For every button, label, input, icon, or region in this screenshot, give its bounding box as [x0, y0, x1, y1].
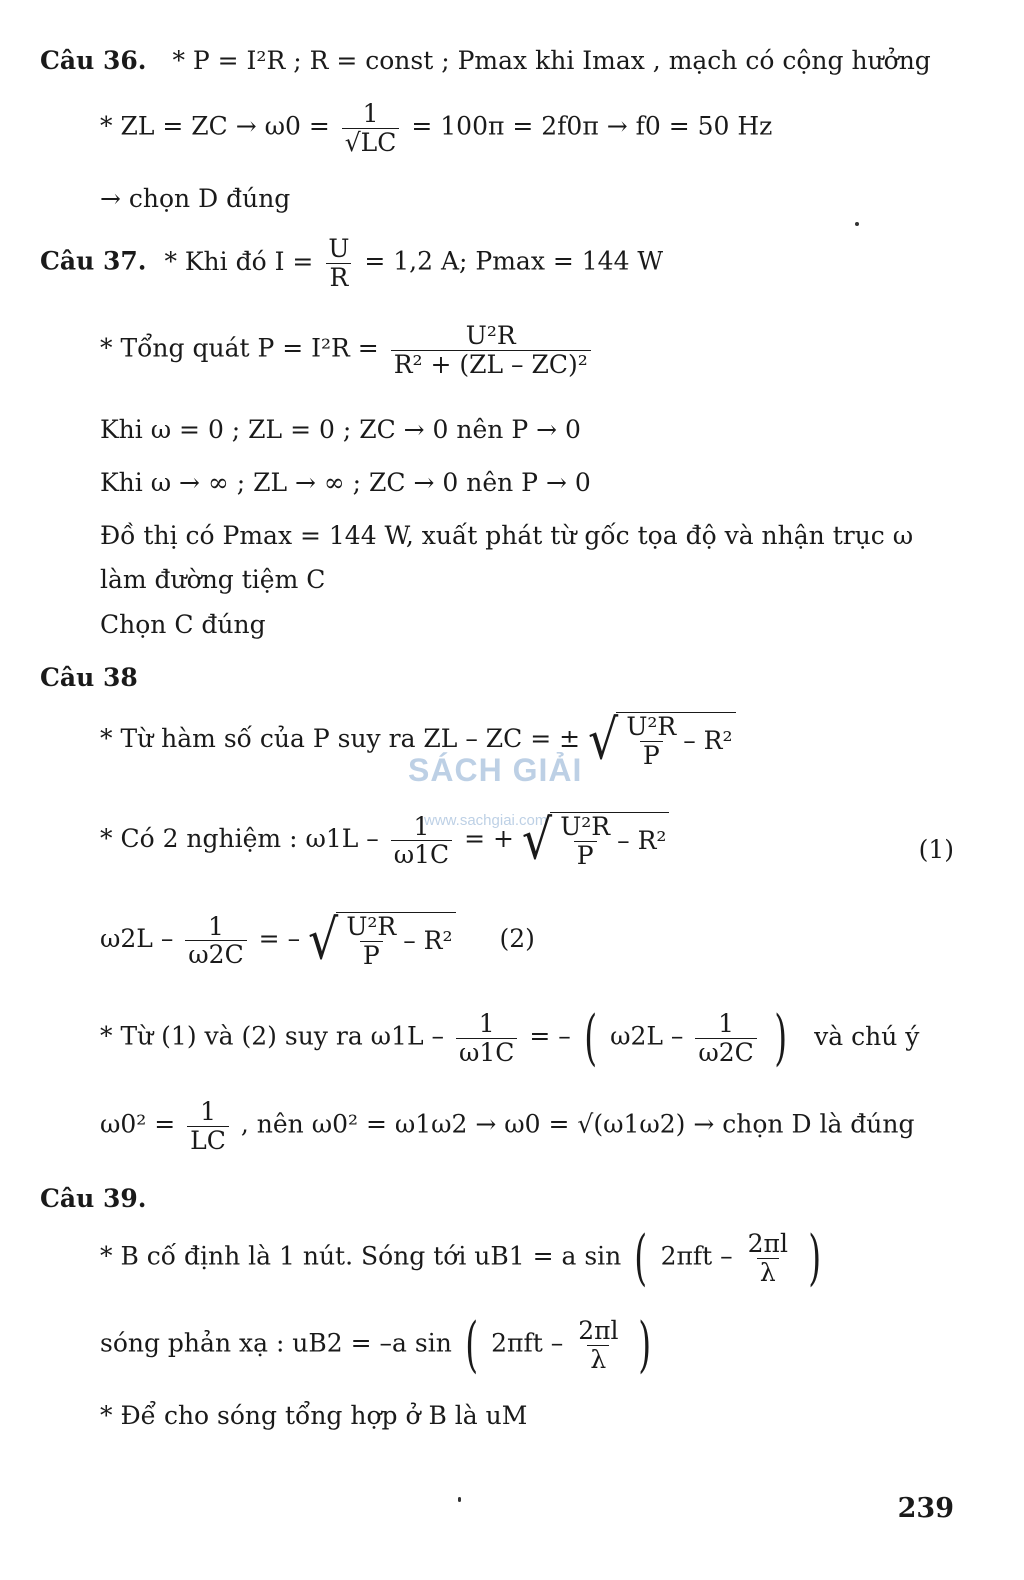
q39-arg2-num: 2πl	[578, 1316, 619, 1345]
q38-line1-left: * Từ hàm số của P suy ra ZL – ZC = ±	[100, 724, 581, 753]
q38-line4-right: và chú ý	[814, 1021, 920, 1051]
q38-line4-mid: = –	[529, 1021, 571, 1051]
q37-line1	[40, 235, 663, 291]
q39-arg-2: 2πft –	[491, 1328, 564, 1358]
q38-line4: * Từ (1) và (2) suy ra ω1L – $\frac{1}{\omega 1C}$ = – ( ω2L – $\frac{1}{\omega 2C}$ ) và chú ý	[100, 1003, 920, 1073]
q38-radical: √ $\frac{\text{U²R}}{P}$ – R²	[588, 712, 736, 769]
q38-line4-inner: ω2L –	[610, 1021, 684, 1051]
speck-2	[458, 1497, 461, 1502]
q39-arg-num: 2πl	[747, 1229, 788, 1258]
q37-general-left: * Tổng quát P = I²R =	[100, 333, 379, 363]
q37-general-den: R² + (ZL – ZC)²	[391, 350, 591, 379]
q38-label: Câu 38	[40, 663, 138, 692]
q38-rad-den: P	[640, 741, 663, 770]
page-number: 239	[897, 1493, 954, 1524]
q38-line4-frac2-den: ω2C	[695, 1038, 756, 1067]
q38-w2-den: ω2C	[185, 940, 246, 969]
q38-rad3-num: U²R	[346, 912, 397, 941]
q38-rad2-tail: – R²	[617, 825, 667, 855]
q38-line4-frac2	[695, 1010, 756, 1066]
q37-line-w0: Khi ω = 0 ; ZL = 0 ; ZC → 0 nên P → 0	[100, 415, 581, 444]
q36-eq-left: * ZL = ZC → ω0 =	[100, 111, 330, 141]
q38-w1-num: 1	[413, 811, 430, 841]
q36-line3: → chọn D đúng	[100, 184, 291, 213]
q38-rad-tail: – R²	[683, 725, 733, 755]
q39-arg-fraction	[745, 1230, 791, 1286]
q39-line2-left: sóng phản xạ : uB2 = –a sin	[100, 1328, 452, 1358]
q36-line1	[40, 47, 931, 76]
q39-arg: 2πft –	[660, 1241, 733, 1271]
q38-line4-frac1-den: ω1C	[456, 1038, 517, 1067]
q38-radical-2: √ $\frac{\text{U²R}}{P}$ – R²	[522, 812, 670, 869]
q36-text: * P = I²R ; R = const ; Pmax khi Imax , mạch có cộng hưởng	[172, 46, 931, 75]
q36-frac-den: √LC	[342, 128, 400, 157]
q37-graph-line1: Đồ thị có Pmax = 144 W, xuất phát từ gốc tọa độ và nhận trục ω	[100, 521, 914, 550]
q37-graph-line2: làm đường tiệm C	[100, 565, 326, 594]
q36-frac-num: 1	[362, 99, 379, 128]
q38-line4-frac1-num: 1	[478, 1009, 495, 1038]
q38-rad3-tail: – R²	[403, 925, 453, 955]
q37-fraction	[325, 235, 352, 291]
q37-general	[100, 322, 595, 378]
q38-line3	[100, 908, 535, 972]
watermark-url: www.sachgiai.com	[424, 812, 548, 829]
q39-arg2-den: λ	[587, 1345, 609, 1374]
q38-rad-num: U²R	[626, 712, 677, 741]
q37-general-num: U²R	[465, 321, 516, 350]
watermark-brand: SÁCH GIẢI	[408, 752, 583, 788]
q38-line4-frac2-num: 1	[718, 1009, 735, 1038]
q38-line4-frac1	[456, 1010, 517, 1066]
q38-line4-left: * Từ (1) và (2) suy ra ω1L –	[100, 1021, 445, 1051]
q37-line-winf: Khi ω → ∞ ; ZL → ∞ ; ZC → 0 nên P → 0	[100, 468, 591, 497]
q38-rad2-fraction	[557, 813, 613, 869]
q38-line2	[100, 808, 669, 872]
q38-line5	[100, 1098, 915, 1154]
q38-line2-left: * Có 2 nghiệm : ω1L –	[100, 824, 379, 853]
q38-lc-den: LC	[187, 1126, 229, 1155]
q38-eq1: (1)	[918, 835, 954, 864]
q39-line1-left: * B cố định là 1 nút. Sóng tới uB1 = a sin	[100, 1241, 622, 1271]
q39-label: Câu 39.	[40, 1184, 147, 1213]
q37-eq-left: * Khi đó I =	[164, 246, 314, 276]
q38-eq2: (2)	[499, 924, 535, 953]
q38-w2-num: 1	[208, 911, 224, 941]
q38-line5-left: ω0² =	[100, 1109, 176, 1139]
q39-line3: * Để cho sóng tổng hợp ở B là uM	[100, 1401, 528, 1430]
q38-radical-3: √ $\frac{\text{U²R}}{P}$ – R²	[308, 912, 456, 969]
q38-w2-fraction	[185, 913, 246, 969]
speck	[855, 222, 859, 226]
q39-arg-den: λ	[757, 1258, 779, 1287]
q37-label: Câu 37.	[40, 246, 147, 276]
q39-arg2-fraction	[575, 1317, 621, 1373]
q38-rad2-den: P	[574, 841, 597, 870]
q38-rad3-den: P	[360, 941, 383, 970]
q36-line2	[100, 100, 772, 156]
q38-line2-mid: = +	[464, 824, 514, 853]
q38-lc-fraction	[187, 1098, 229, 1154]
q36-label: Câu 36.	[40, 46, 147, 75]
q38-lc-num: 1	[200, 1097, 216, 1126]
q36-eq-right: = 100π = 2f0π → f0 = 50 Hz	[411, 111, 773, 141]
q38-w1-fraction	[391, 813, 452, 869]
q37-answer: Chọn C đúng	[100, 610, 266, 639]
q39-line1: * B cố định là 1 nút. Sóng tới uB1 = a sin ( 2πft – $\frac{2\pi l}{\lambda}$ )	[100, 1223, 822, 1293]
q37-general-fraction	[391, 322, 591, 378]
q38-w1-den: ω1C	[391, 840, 452, 869]
q38-line3-left: ω2L –	[100, 924, 174, 953]
q38-line3-mid: = –	[258, 924, 301, 953]
q38-line5-right: , nên ω0² = ω1ω2 → ω0 = √(ω1ω2) → chọn D là đúng	[240, 1109, 915, 1139]
q37-eq-right: = 1,2 A; Pmax = 144 W	[364, 246, 664, 276]
q38-rad-fraction	[623, 713, 679, 769]
q37-frac-den: R	[326, 263, 351, 292]
q36-fraction	[342, 100, 400, 156]
q37-frac-num: U	[328, 234, 350, 263]
q38-rad2-num: U²R	[560, 812, 611, 841]
q39-line2: sóng phản xạ : uB2 = –a sin ( 2πft – $\frac{2\pi l}{\lambda}$ )	[100, 1310, 652, 1380]
q38-rad3-fraction	[343, 913, 399, 969]
